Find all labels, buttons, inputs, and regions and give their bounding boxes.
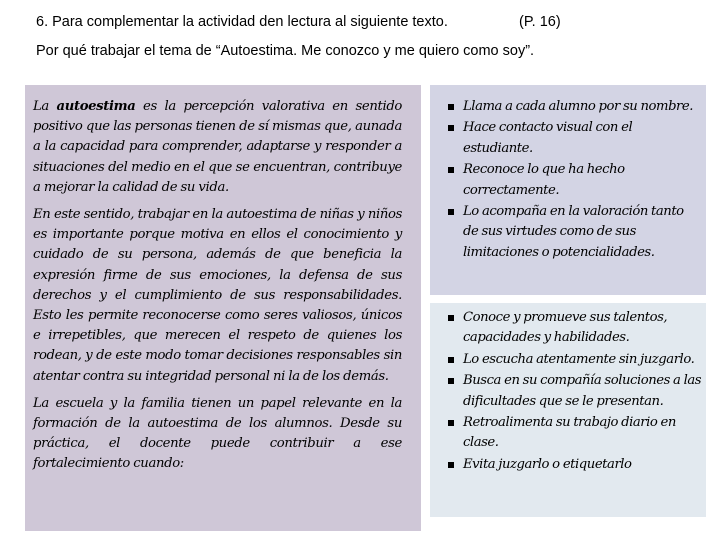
paragraph-definition — [33, 97, 402, 198]
list-item — [444, 97, 700, 117]
list-item-text: Lo acompaña en la valoración tanto de sus virtudes como de sus limitaciones o potencialidades. — [463, 204, 684, 260]
list-item-text: Llama a cada alumno por su nombre. — [463, 99, 694, 114]
list-item — [444, 308, 702, 349]
list-item-text: Conoce y promueve sus talentos, capacidades y habilidades. — [463, 310, 668, 346]
paragraph-prefix: La — [33, 99, 57, 114]
paragraph-definition-rest: es la percepción valorativa en sentido positivo que las personas tienen de sí mismas que, aunada a la capacidad para comprender, adaptarse y responder a situaciones del medio en el que se encuentran, contribuye a mejorar la calidad de su vida. — [33, 99, 402, 195]
keyword-autoestima: autoestima — [56, 99, 136, 114]
list-item-text: Busca en su compañía soluciones a las dificultades que se le presentan. — [463, 373, 702, 409]
list-item-text: Reconoce lo que ha hecho correctamente. — [463, 162, 625, 198]
list-item-text: Retroalimenta su trabajo diario en clase. — [463, 415, 676, 451]
square-bullet-icon — [448, 104, 454, 110]
list-item — [444, 455, 702, 475]
teacher-actions-list-1 — [444, 97, 700, 263]
list-item — [444, 371, 702, 412]
activity-instruction: 6. Para complementar la actividad den lectura al siguiente texto. — [36, 14, 448, 30]
section-subtitle: Por qué trabajar el tema de “Autoestima. Me conozco y me quiero como soy”. — [36, 43, 535, 59]
square-bullet-icon — [448, 462, 454, 468]
list-item — [444, 160, 700, 201]
square-bullet-icon — [448, 420, 454, 426]
square-bullet-icon — [448, 167, 454, 173]
teacher-actions-box-2 — [430, 303, 706, 517]
list-item — [444, 350, 702, 370]
list-item-text: Evita juzgarlo o etiquetarlo — [463, 456, 632, 472]
teacher-actions-list-2 — [444, 308, 702, 475]
paragraph-school-family: La escuela y la familia tienen un papel relevante en la formación de la autoestima de los alumnos. Desde su práctica, el docente puede contribuir a ese fortalecimiento cuando: — [33, 395, 402, 472]
square-bullet-icon — [448, 378, 454, 384]
list-item-text: Lo escucha atentamente sin juzgarlo. — [463, 351, 695, 367]
list-item — [444, 413, 702, 454]
square-bullet-icon — [448, 209, 454, 215]
list-item — [444, 118, 700, 159]
square-bullet-icon — [448, 125, 454, 131]
self-esteem-text-box — [25, 85, 421, 531]
teacher-actions-box-1 — [430, 85, 706, 295]
list-item-text: Hace contacto visual con el estudiante. — [463, 120, 633, 156]
square-bullet-icon — [448, 315, 454, 321]
paragraph-importance: En este sentido, trabajar en la autoestima de niñas y niños es importante porque motiva en ellos el conocimiento y cuidado de su persona, además de que beneficia la expresión firme de sus emociones, la defensa de sus derechos y el cumplimiento de sus responsabilidades. Esto les permite reconocerse como seres valiosos, únicos e irrepetibles, que merecen el respeto de quienes los rodean, y de este modo tomar decisiones responsables sin atentar contra su integridad personal ni la de los demás. — [33, 207, 402, 384]
square-bullet-icon — [448, 357, 454, 363]
list-item — [444, 202, 700, 263]
page-reference: (P. 16) — [519, 14, 561, 30]
